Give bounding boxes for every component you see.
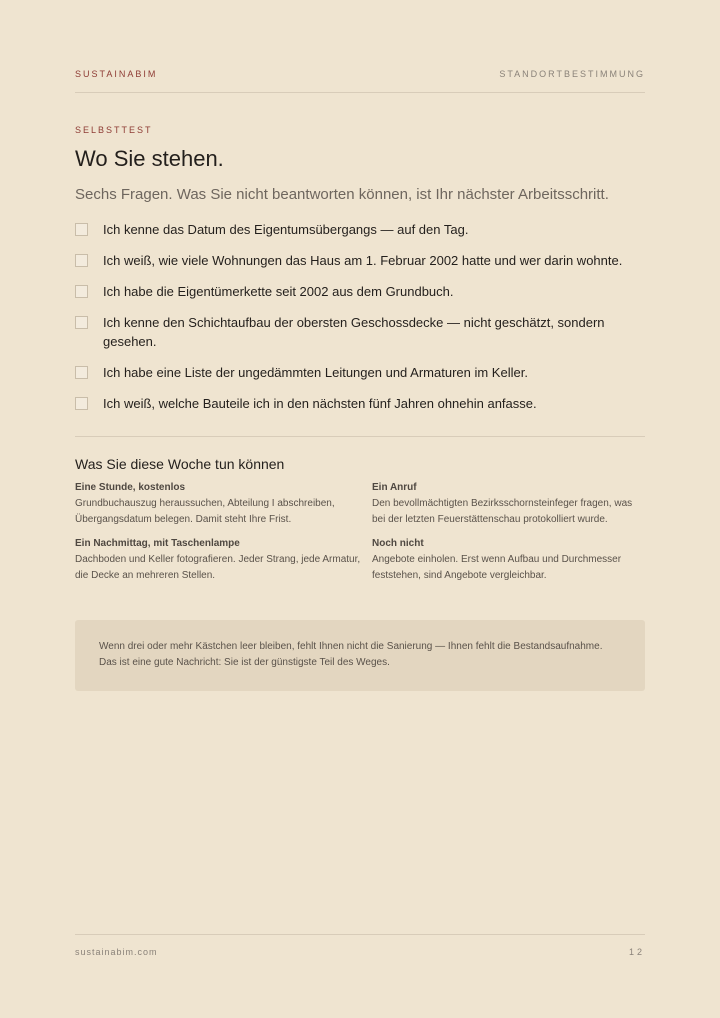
checkbox[interactable] — [75, 223, 88, 236]
checklist-item — [75, 251, 645, 270]
checkbox[interactable] — [75, 366, 88, 379]
checklist-item-text: Ich kenne das Datum des Eigentumsübergangs — auf den Tag. — [103, 222, 469, 237]
section-divider — [75, 436, 645, 437]
checklist-item-text: Ich kenne den Schichtaufbau der obersten Geschossdecke — nicht geschätzt, sondern gesehen. — [103, 315, 605, 349]
checklist-item — [75, 282, 645, 301]
checklist-item-text: Ich weiß, welche Bauteile ich in den nächsten fünf Jahren ohnehin anfasse. — [103, 396, 537, 411]
week-section-title: Was Sie diese Woche tun können — [75, 456, 285, 472]
action-card — [372, 480, 645, 528]
page-header — [75, 69, 645, 79]
checkbox[interactable] — [75, 397, 88, 410]
checklist-item-text: Ich habe eine Liste der ungedämmten Leitungen und Armaturen im Keller. — [103, 365, 528, 380]
footer-divider — [75, 934, 645, 935]
checklist-item — [75, 220, 645, 239]
checklist-item-text: Ich weiß, wie viele Wohnungen das Haus am 1. Februar 2002 hatte und wer darin wohnte. — [103, 253, 623, 268]
action-title: Ein Nachmittag, mit Taschenlampe — [75, 538, 240, 549]
checkbox[interactable] — [75, 285, 88, 298]
checklist-item — [75, 394, 645, 413]
week-actions-grid — [75, 480, 645, 584]
section-name: STANDORTBESTIMMUNG — [499, 69, 645, 79]
page-footer — [75, 947, 645, 957]
checklist-item — [75, 363, 645, 382]
page-title: Wo Sie stehen. — [75, 146, 224, 171]
brand-name: SUSTAINABIM — [75, 69, 158, 79]
header-divider — [75, 92, 645, 93]
page — [75, 0, 645, 1018]
action-text: Angebote einholen. Erst wenn Aufbau und Durchmesser feststehen, sind Angebote vergleichbar. — [372, 554, 622, 581]
action-card — [75, 480, 372, 528]
page-subtitle: Sechs Fragen. Was Sie nicht beantworten können, ist Ihr nächster Arbeitsschritt. — [75, 186, 609, 203]
footer-url[interactable]: sustainabim.com — [75, 947, 158, 957]
action-text: Grundbuchauszug heraussuchen, Abteilung I abschreiben, Übergangsdatum belegen. Damit steht Ihre Frist. — [75, 498, 335, 525]
checkbox[interactable] — [75, 316, 88, 329]
action-card — [75, 536, 372, 584]
checklist-item — [75, 313, 645, 351]
checklist-item-text: Ich habe die Eigentümerkette seit 2002 aus dem Grundbuch. — [103, 284, 454, 299]
action-text: Dachboden und Keller fotografieren. Jeder Strang, jede Armatur, die Decke an mehreren Stellen. — [75, 554, 361, 581]
checkbox[interactable] — [75, 254, 88, 267]
self-test-checklist — [75, 220, 645, 425]
page-number: 12 — [628, 947, 645, 957]
action-title: Eine Stunde, kostenlos — [75, 482, 186, 493]
action-card — [372, 536, 645, 584]
eyebrow-label: SELBSTTEST — [75, 125, 153, 135]
action-text: Den bevollmächtigten Bezirksschornsteinfeger fragen, was bei der letzten Feuerstättenschau protokolliert wurde. — [372, 498, 633, 525]
action-title: Noch nicht — [372, 538, 424, 549]
callout-note: Wenn drei oder mehr Kästchen leer bleiben, fehlt Ihnen nicht die Sanierung — Ihnen fehlt die Bestandsaufnahme. Das ist eine gute Nachricht: Sie ist der günstigste Teil des Weges. — [75, 620, 645, 691]
action-title: Ein Anruf — [372, 482, 417, 493]
